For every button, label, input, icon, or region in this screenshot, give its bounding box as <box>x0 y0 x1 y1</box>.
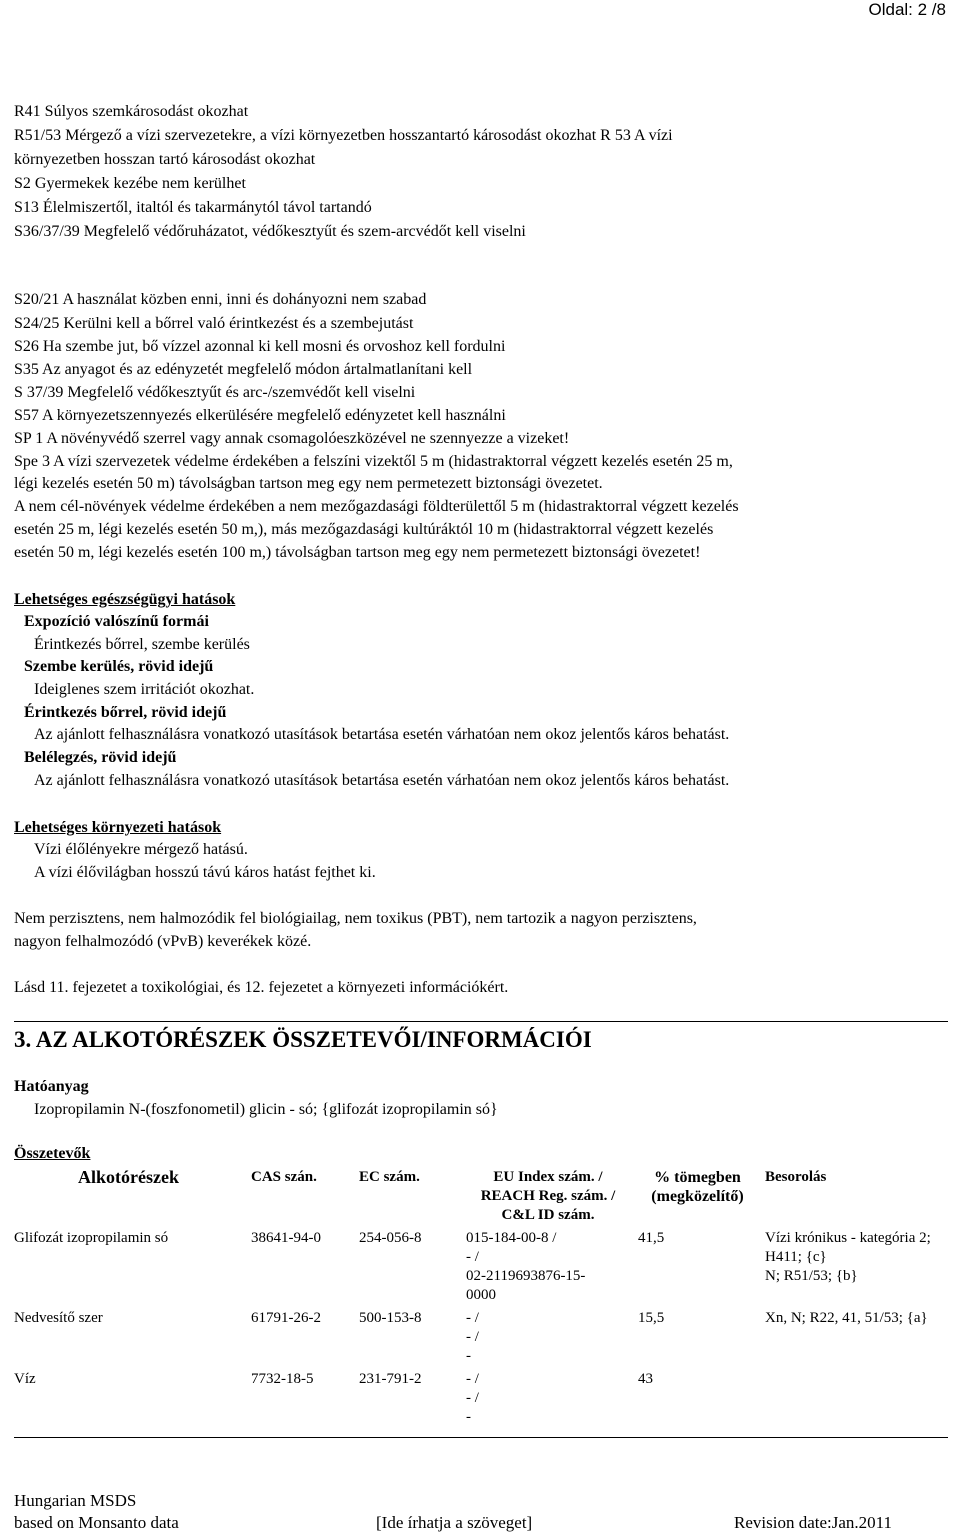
phrase-line: R51/53 Mérgező a vízi szervezetekre, a vízi környezetben hosszantartó károsodást okozhat R 53 A vízi <box>14 127 673 144</box>
cell-line: - / <box>466 1329 479 1345</box>
cell-line: - / <box>466 1371 479 1387</box>
health-text: Ideiglenes szem irritációt okozhat. <box>34 681 255 698</box>
cell-percent: 15,5 <box>638 1310 665 1326</box>
cell-eu-index <box>462 1368 634 1429</box>
health-heading: Érintkezés bőrrel, rövid idejű <box>24 704 227 721</box>
table-row <box>10 1227 956 1307</box>
health-text: Érintkezés bőrrel, szembe kerülés <box>34 636 250 653</box>
active-ingredient-label: Hatóanyag <box>14 1078 89 1095</box>
cell-classification <box>761 1307 956 1368</box>
page-header <box>0 0 960 72</box>
cell-line: 0000 <box>466 1287 496 1303</box>
components-table <box>10 1166 956 1429</box>
health-heading: Expozíció valószínű formái <box>24 613 209 630</box>
footer-revision: Revision date:Jan.2011 <box>734 1513 893 1532</box>
version-label: Verzió: 1.0. <box>537 22 623 41</box>
cell-classification <box>761 1227 956 1307</box>
cell-component: Nedvesítő szer <box>14 1310 103 1326</box>
cell-eu-index <box>462 1307 634 1368</box>
active-ingredient-text: Izopropilamin N-(foszfonometil) glicin - só; {glifozát izopropilamin só} <box>34 1101 498 1118</box>
product-name: Figaro® <box>12 22 91 47</box>
col-header-classification: Besorolás <box>765 1169 827 1185</box>
environment-text: Vízi élőlényekre mérgező hatású. <box>34 841 248 858</box>
col-header-ec: EC szám. <box>359 1169 420 1185</box>
see-also-text: Lásd 11. fejezetet a toxikológiai, és 12. fejezetet a környezeti információkért. <box>14 979 509 996</box>
phrase-line: S24/25 Kerülni kell a bőrrel való érintkezést és a szembejutást <box>14 315 414 332</box>
table-header-row <box>10 1166 956 1227</box>
pbt-text: Nem perzisztens, nem halmozódik fel biológiailag, nem toxikus (PBT), nem tartozik a nagyon perzisztens, <box>14 910 697 927</box>
cell-percent: 41,5 <box>638 1230 665 1246</box>
cell-line: - / <box>466 1310 479 1326</box>
col-header-eu-index: EU Index szám. / REACH Reg. szám. / C&L ID szám. <box>480 1169 616 1223</box>
phrase-line: S35 Az anyagot és az edényzetét megfelelő módon ártalmatlanítani kell <box>14 361 473 378</box>
cell-cas: 38641-94-0 <box>251 1230 321 1246</box>
col-header-cas: CAS szán. <box>251 1169 317 1185</box>
phrase-line: S13 Élelmiszertől, italtól és takarmánytól távol tartandó <box>14 199 372 216</box>
cell-ec: 500-153-8 <box>359 1310 422 1326</box>
cell-line: 015-184-00-8 / <box>466 1230 557 1246</box>
cell-cas: 61791-26-2 <box>251 1310 321 1326</box>
cell-line: Vízi krónikus - kategória 2; <box>765 1230 931 1246</box>
cell-line: N; R51/53; {b} <box>765 1268 858 1284</box>
footer-placeholder: [Ide írhatja a szöveget] <box>376 1513 533 1532</box>
cell-cas: 7732-18-5 <box>251 1371 314 1387</box>
cell-line: Xn, N; R22, 41, 51/53; {a} <box>765 1310 928 1326</box>
components-label: Összetevők <box>14 1145 91 1162</box>
phrase-line: légi kezelés esetén 50 m) távolságban tartson meg egy nem permetezett biztonsági övezetet. <box>14 475 603 492</box>
col-header-component: Alkotórészek <box>78 1167 179 1187</box>
cell-ec: 231-791-2 <box>359 1371 422 1387</box>
phrase-line: S20/21 A használat közben enni, inni és dohányozni nem szabad <box>14 291 427 308</box>
health-text: Az ajánlott felhasználásra vonatkozó utasítások betartása esetén várhatóan nem okoz jelentős káros behatást. <box>34 772 730 789</box>
cell-ec: 254-056-8 <box>359 1230 422 1246</box>
health-heading: Szembe kerülés, rövid idejű <box>24 658 214 675</box>
footer-msds-label: Hungarian MSDS <box>14 1491 137 1510</box>
table-row <box>10 1368 956 1429</box>
section3-title: 3. AZ ALKOTÓRÉSZEK ÖSSZETEVŐI/INFORMÁCIÓI <box>14 1027 592 1052</box>
phrase-line: S57 A környezetszennyezés elkerülésére megfelelő edényzetet kell használni <box>14 407 506 424</box>
phrase-line: SP 1 A növényvédő szerrel vagy annak csomagolóeszközével ne szennyezze a vizeket! <box>14 430 570 447</box>
cell-eu-index <box>462 1227 634 1307</box>
phrase-line: S26 Ha szembe jut, bő vízzel azonnal ki kell mosni és orvoshoz kell fordulni <box>14 338 506 355</box>
cell-component: Víz <box>14 1371 36 1387</box>
phrase-line: S36/37/39 Megfelelő védőruházatot, védőkesztyűt és szem-arcvédőt kell viselni <box>14 223 526 240</box>
cell-line: - <box>466 1348 471 1364</box>
table-row <box>10 1307 956 1368</box>
footer-divider <box>14 1437 948 1438</box>
cell-percent: 43 <box>638 1371 653 1387</box>
health-section-title: Lehetséges egészségügyi hatások <box>14 591 236 608</box>
cell-line: 02-2119693876-15- <box>466 1268 586 1284</box>
environment-text: A vízi élővilágban hosszú távú káros hatást fejthet ki. <box>34 864 376 881</box>
footer-source: based on Monsanto data <box>14 1513 179 1532</box>
cell-line: - <box>466 1409 471 1425</box>
health-heading: Belélegzés, rövid idejű <box>24 749 177 766</box>
phrase-line: S2 Gyermekek kezébe nem kerülhet <box>14 175 246 192</box>
cell-classification <box>761 1368 956 1429</box>
cell-line: - / <box>466 1249 479 1265</box>
cell-line: - / <box>466 1390 479 1406</box>
environment-section-title: Lehetséges környezeti hatások <box>14 819 222 836</box>
page-number: Oldal: 2 /8 <box>868 0 946 19</box>
phrase-line: esetén 25 m, légi kezelés esetén 50 m,), más mezőgazdasági kultúráktól 10 m (hidastraktorral végzett kezelés <box>14 521 714 538</box>
phrase-line: R41 Súlyos szemkárosodást okozhat <box>14 103 249 120</box>
effective-date: Hatályba lép: 07.03.2011 <box>750 22 945 41</box>
phrase-line: S 37/39 Megfelelő védőkesztyűt és arc-/szemvédőt kell viselni <box>14 384 416 401</box>
pbt-text: nagyon felhalmozódó (vPvB) keverékek közé. <box>14 933 312 950</box>
phrase-line: Spe 3 A vízi szervezetek védelme érdekében a felszíni vizektől 5 m (hidastraktorral végzett kezelés esetén 25 m, <box>14 453 733 470</box>
section-divider <box>14 1021 948 1022</box>
phrase-line: A nem cél-növények védelme érdekében a nem mezőgazdasági földterülettől 5 m (hidastraktorral végzett kezelés <box>14 498 739 515</box>
phrase-line: esetén 50 m, légi kezelés esetén 100 m,) távolságban tartson meg egy nem permetezett biztonsági övezetet! <box>14 544 701 561</box>
cell-line: H411; {c} <box>765 1249 827 1265</box>
col-header-percent: % tömegben (megközelítő) <box>651 1169 744 1205</box>
health-text: Az ajánlott felhasználásra vonatkozó utasítások betartása esetén várhatóan nem okoz jelentős káros behatást. <box>34 726 730 743</box>
phrase-line: környezetben hosszan tartó károsodást okozhat <box>14 151 316 168</box>
cell-component: Glifozát izopropilamin só <box>14 1230 169 1246</box>
